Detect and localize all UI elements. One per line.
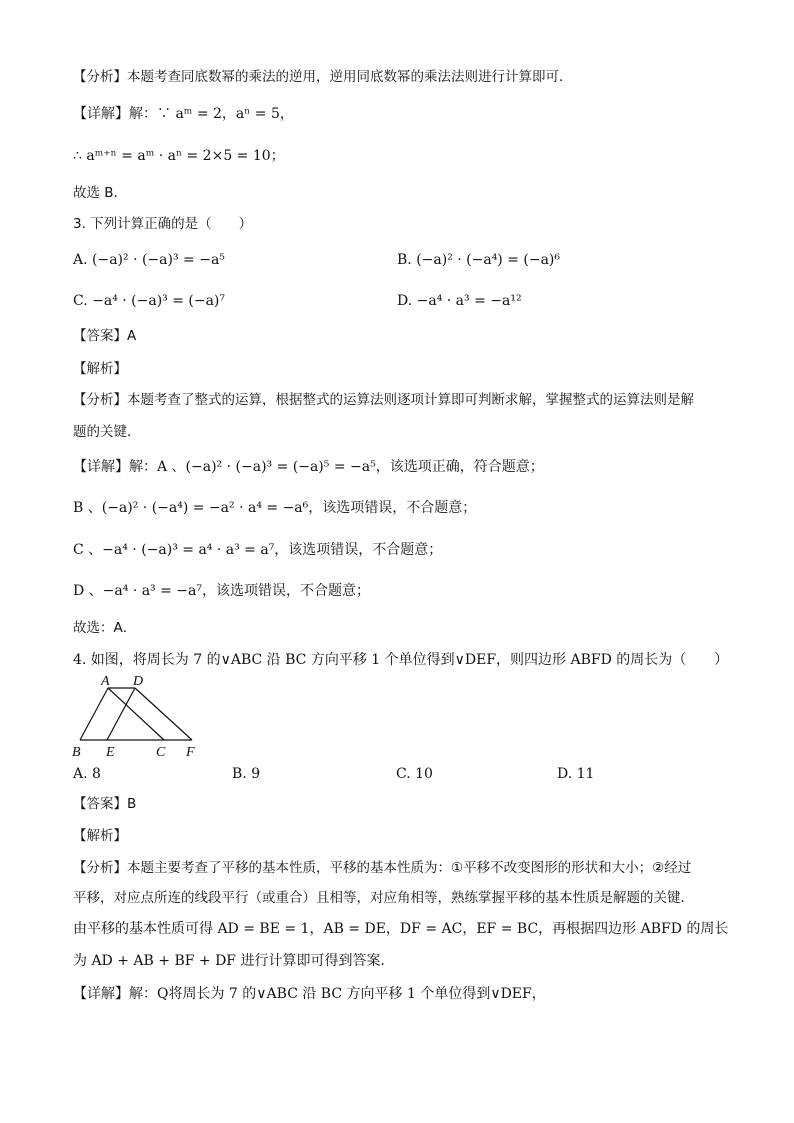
- choice-c: C. 10: [396, 766, 433, 782]
- analysis-heading: 【解析】: [73, 828, 127, 844]
- question-title: 3. 下列计算正确的是（ ）: [73, 216, 253, 232]
- choice-d: D. 11: [557, 766, 595, 782]
- segment-de: [107, 688, 135, 740]
- answer-label: 【答案】B: [73, 796, 137, 812]
- option-b: B. (−a)² · (−a⁴) = (−a)⁶: [397, 252, 561, 268]
- text-line: 由平移的基本性质可得 AD = BE = 1，AB = DE，DF = AC，EF = BC，再根据四边形 ABFD 的周长: [73, 921, 729, 937]
- label-f: F: [186, 745, 195, 760]
- text-line: 故选：A．: [73, 620, 137, 636]
- option-d: D. −a⁴ · a³ = −a¹²: [397, 293, 522, 309]
- text-line: ∴ aᵐ⁺ⁿ = aᵐ · aⁿ = 2×5 = 10；: [73, 148, 285, 164]
- answer-label: 【答案】A: [73, 328, 137, 344]
- text-line: D 、−a⁴ · a³ = −a⁷，该选项错误，不合题意；: [73, 583, 370, 599]
- text-line: 【分析】本题考查了整式的运算，根据整式的运算法则逐项计算即可判断求解，掌握整式的运算法则是解: [73, 392, 694, 408]
- label-a: A: [101, 674, 110, 689]
- text-line: 题的关键．: [73, 424, 141, 440]
- label-b: B: [72, 745, 81, 760]
- segment-df: [135, 688, 192, 740]
- text-line: 平移，对应点所连的线段平行（或重合）且相等，对应角相等，熟练掌握平移的基本性质是解题的关键．: [73, 890, 694, 906]
- text-line: 【详解】解：Q将周长为 7 的∨ABC 沿 BC 方向平移 1 个单位得到∨DEF，: [73, 986, 546, 1002]
- text-line: B 、(−a)² · (−a⁴) = −a² · a⁴ = −a⁶，该选项错误，不合题意；: [73, 500, 477, 516]
- text-line: 故选 B．: [73, 185, 128, 201]
- text-line: 【详解】解：∵ aᵐ = 2，aⁿ = 5，: [73, 106, 294, 122]
- text-line: 【分析】本题主要考查了平移的基本性质，平移的基本性质为：①平移不改变图形的形状和大小；②经过: [73, 860, 692, 876]
- analysis-heading: 【解析】: [73, 361, 127, 377]
- option-a: A. (−a)² · (−a)³ = −a⁵: [73, 252, 225, 268]
- text-line: 【详解】解：A 、(−a)² · (−a)³ = (−a)⁵ = −a⁵，该选项正确，符合题意；: [73, 459, 544, 475]
- option-c: C. −a⁴ · (−a)³ = (−a)⁷: [73, 293, 226, 309]
- label-c: C: [156, 745, 166, 760]
- segment-ac: [108, 688, 164, 740]
- text-line: C 、−a⁴ · (−a)³ = a⁴ · a³ = a⁷，该选项错误，不合题意；: [73, 542, 443, 558]
- choice-a: A. 8: [73, 766, 101, 782]
- translation-figure: [70, 672, 210, 760]
- label-e: E: [106, 745, 115, 760]
- text-line: 【分析】本题考查同底数幂的乘法的逆用，逆用同底数幂的乘法法则进行计算即可．: [73, 69, 573, 85]
- choice-b: B. 9: [232, 766, 261, 782]
- segment-ab: [80, 688, 108, 740]
- question-title: 4. 如图，将周长为 7 的∨ABC 沿 BC 方向平移 1 个单位得到∨DEF，则四边形 ABFD 的周长为（ ）: [73, 652, 729, 668]
- text-line: 为 AD + AB + BF + DF 进行计算即可得到答案．: [73, 953, 395, 969]
- label-d: D: [133, 674, 144, 689]
